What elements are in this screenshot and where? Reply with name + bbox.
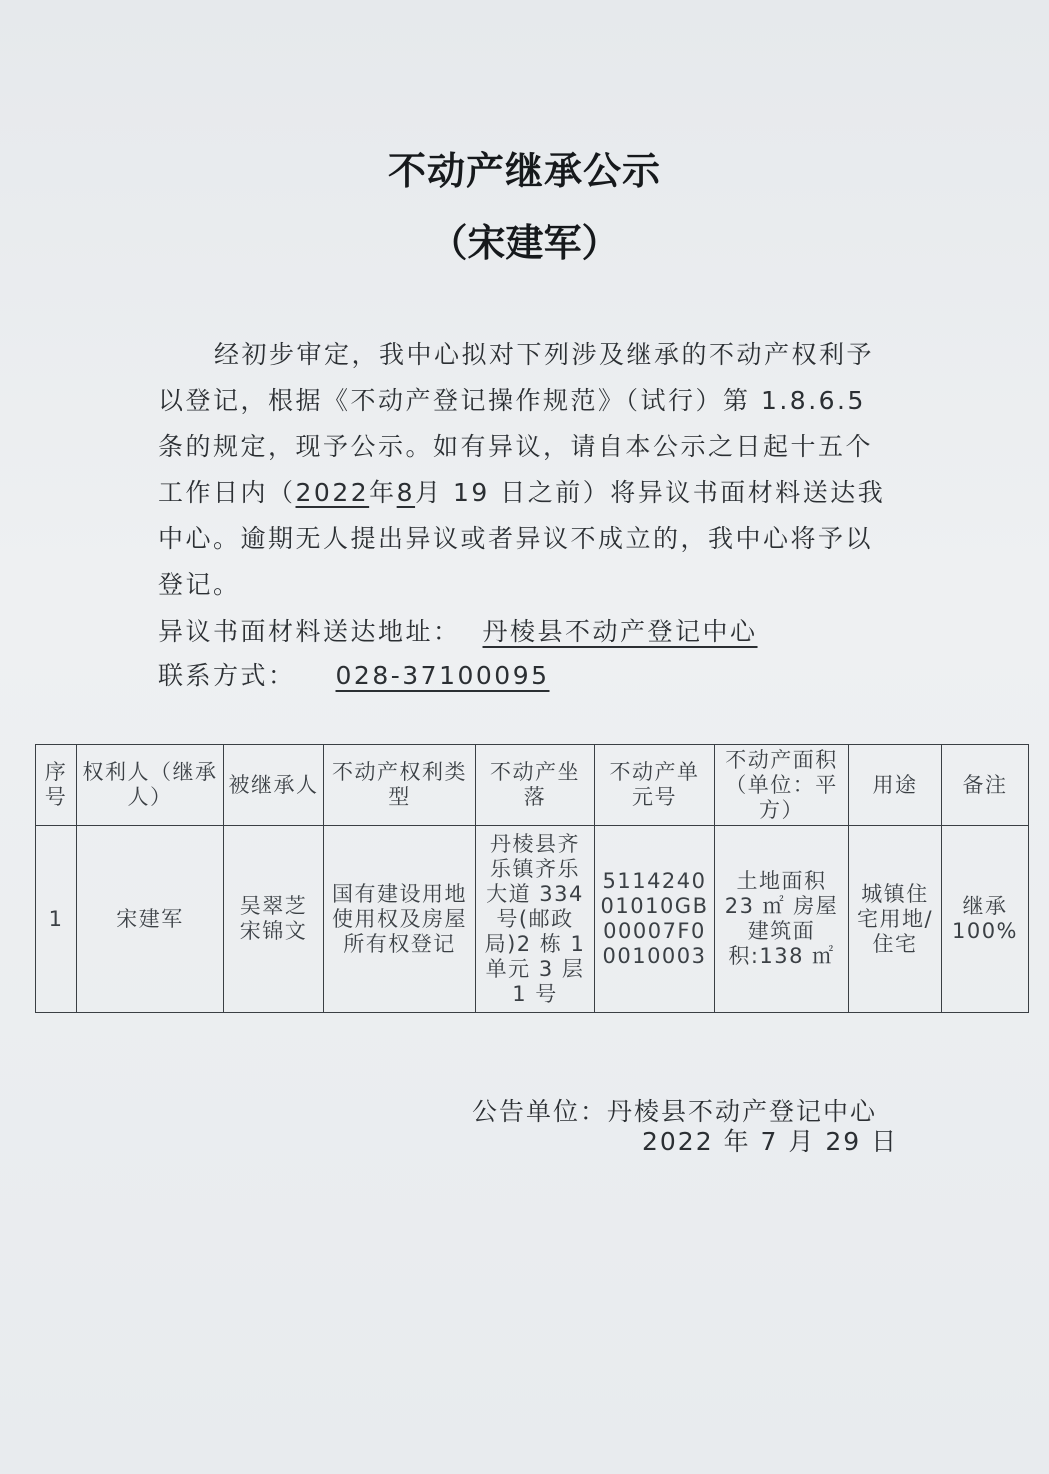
cell-index: 1 [36,826,77,1013]
deadline-month: 8 [396,478,416,507]
cell-remarks: 继承 100% [942,826,1029,1013]
table-row [36,826,1029,1013]
notice-text-1: 经初步审定，我中心拟对下列涉及继承的不动产权利予以登记，根据《不动产登记操作规范》（试行）第 1.8.6.5 条的规定，现予公示。如有异议，请自本公示之日起十五个工作日内（ [158,340,875,507]
header-unit-number: 不动产单元号 [595,745,715,826]
table-header-row [36,745,1029,826]
cell-unit-number: 511424001010GB00007F00010003 [595,826,715,1013]
issuer-line: 公告单位：丹棱县不动产登记中心 [472,1097,878,1126]
contact-line [158,656,550,692]
header-right-type: 不动产权利类型 [324,745,476,826]
page-title: 不动产继承公示 [387,148,661,193]
header-usage: 用途 [849,745,942,826]
page-subtitle: （宋建军） [429,220,620,265]
header-remarks: 备注 [942,745,1029,826]
deadline-year-unit: 年 [369,478,397,507]
header-rights-holder: 权利人（继承人） [77,745,224,826]
cell-usage: 城镇住宅用地/住宅 [849,826,942,1013]
header-index: 序号 [36,745,77,826]
notice-paragraph [158,332,898,608]
cell-decedent: 吴翠芝 宋锦文 [224,826,324,1013]
address-line [158,612,758,648]
cell-area: 土地面积 23 ㎡ 房屋建筑面积:138 ㎡ [715,826,849,1013]
notice-text-2: 月 19 日之前）将异议书面材料送达我中心。逾期无人提出异议或者异议不成立的，我中心将予以登记。 [158,478,886,599]
deadline-year: 2022 [295,478,370,507]
header-decedent: 被继承人 [224,745,324,826]
cell-location: 丹棱县齐乐镇齐乐大道 334 号(邮政局)2 栋 1 单元 3 层 1 号 [476,826,595,1013]
header-location: 不动产坐落 [476,745,595,826]
contact-label: 联系方式： [158,661,296,690]
cell-rights-holder: 宋建军 [77,826,224,1013]
header-area: 不动产面积（单位：平方） [715,745,849,826]
property-table [35,744,1029,1013]
issue-date: 2022 年 7 月 29 日 [642,1127,899,1156]
contact-value: 028-37100095 [335,661,550,690]
cell-right-type: 国有建设用地使用权及房屋所有权登记 [324,826,476,1013]
address-value: 丹棱县不动产登记中心 [482,617,758,646]
address-label: 异议书面材料送达地址： [158,617,461,646]
